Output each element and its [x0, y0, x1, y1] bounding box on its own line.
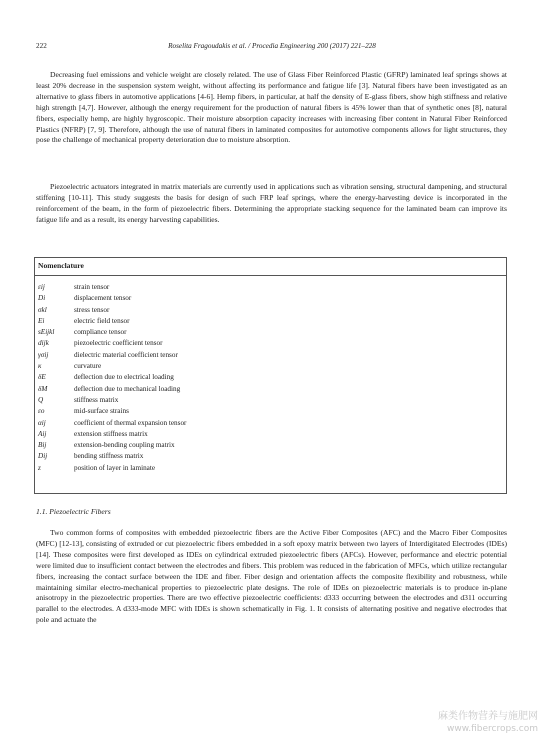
- nomenclature-item: [38, 282, 503, 293]
- page-number: 222: [36, 42, 47, 50]
- watermark-line-1: 麻类作物营养与施肥网: [438, 711, 538, 722]
- nomenclature-item: [38, 293, 503, 304]
- nomenclature-item: [38, 451, 503, 462]
- nomenclature-symbol: z: [38, 463, 41, 472]
- nomenclature-item: [38, 406, 503, 417]
- nomenclature-definition: coefficient of thermal expansion tensor: [74, 418, 187, 427]
- paragraph-text: Decreasing fuel emissions and vehicle weight are closely related. The use of Glass Fiber Reinforced Plastic (GFRP) laminated leaf springs shows at least 20% decrease in the suspension system weight, without affecting its performance and fatigue life [3]. Natural fibers have been investigated as an alternative to glass fibers in automotive applications [4-6]. Hemp fibers, in particular, at half the density of E-glass fibers, show high stiffness and relative high strength [4,7]. However, although the energy requirement for the production of natural fibers is 45% lower than that of synthetic ones [8], natural fibers, especially hemp, are highly hygroscopic. Their moisture absorption capacity increases with increasing fiber content in Natural Fiber Reinforced Plastics (NFRP) [7, 9]. Therefore, although the use of natural fibers in laminated composites for automotive components allows for light structures, they pose the challenge of mechanical property deterioration due to moisture absorption.: [36, 70, 507, 145]
- nomenclature-definition: deflection due to electrical loading: [74, 373, 174, 382]
- nomenclature-divider: [35, 275, 506, 276]
- nomenclature-symbol: Ei: [38, 316, 45, 325]
- nomenclature-item: [38, 361, 503, 372]
- nomenclature-definition: extension-bending coupling matrix: [74, 441, 175, 450]
- nomenclature-definition: stiffness matrix: [74, 395, 119, 404]
- nomenclature-item: [38, 372, 503, 383]
- nomenclature-item: [38, 395, 503, 406]
- nomenclature-definition: position of layer in laminate: [74, 463, 156, 472]
- nomenclature-symbol: σkl: [38, 305, 47, 314]
- nomenclature-item: [38, 440, 503, 451]
- site-watermark: [438, 711, 538, 735]
- nomenclature-item: [38, 463, 503, 474]
- nomenclature-symbol: dijk: [38, 339, 49, 348]
- nomenclature-symbol: Aij: [38, 429, 47, 438]
- nomenclature-symbol: Bij: [38, 441, 47, 450]
- nomenclature-definition: compliance tensor: [74, 328, 127, 337]
- nomenclature-list: [38, 282, 503, 474]
- nomenclature-symbol: αij: [38, 418, 46, 427]
- nomenclature-definition: electric field tensor: [74, 316, 130, 325]
- nomenclature-definition: extension stiffness matrix: [74, 429, 148, 438]
- nomenclature-definition: piezoelectric coefficient tensor: [74, 339, 163, 348]
- nomenclature-item: [38, 418, 503, 429]
- nomenclature-definition: mid-surface strains: [74, 407, 129, 416]
- paragraph-text: Two common forms of composites with embedded piezoelectric fibers are the Active Fiber Composites (AFC) and the Macro Fiber Composites (MFC) [12-13], consisting of extruded or cut piezoelectric fibers embedded in a soft epoxy matrix between two layers of Interdigitated Electrodes (IDEs) [14]. These composites were first developed as IDEs on cylindrical extruded piezoelectric fibers (AFCs). However, performance and electric potential were limited due to insufficient contact between the electrodes and fibers. This problem was reduced in the fabrication of MFCs, which utilize rectangular fibers, increasing the contact surface between the IDE and fiber. Fiber design and orientation affects the composite flexibility and robustness, while maintaining similar electro-mechanical properties to piezoelectric plate designs. The role of IDEs on piezoelectric materials is to produce in-plane anisotropy in the piezoelectric properties. There are two effective piezoelectric coefficients: d333 occurring between the electrodes and d311 occurring parallel to the electrodes. A d333-mode MFC with IDEs is shown schematically in Fig. 1. It consists of alternating positive and negative electrodes that pole and actuate the: [36, 528, 507, 625]
- nomenclature-definition: deflection due to mechanical loading: [74, 384, 181, 393]
- intro-paragraph-1: [36, 70, 507, 146]
- nomenclature-definition: stress tensor: [74, 305, 110, 314]
- nomenclature-item: [38, 338, 503, 349]
- nomenclature-symbol: δM: [38, 384, 48, 393]
- section-paragraph: [36, 528, 507, 626]
- watermark-line-2: www.fibercrops.com: [447, 724, 538, 734]
- nomenclature-symbol: εo: [38, 407, 45, 416]
- nomenclature-definition: dielectric material coefficient tensor: [74, 350, 178, 359]
- nomenclature-symbol: Dij: [38, 452, 48, 461]
- nomenclature-definition: bending stiffness matrix: [74, 452, 144, 461]
- section-heading: 1.1. Piezoelectric Fibers: [36, 507, 111, 516]
- nomenclature-definition: displacement tensor: [74, 294, 132, 303]
- nomenclature-item: [38, 327, 503, 338]
- nomenclature-item: [38, 305, 503, 316]
- nomenclature-item: [38, 429, 503, 440]
- intro-paragraph-2: [36, 182, 507, 226]
- nomenclature-item: [38, 316, 503, 327]
- nomenclature-symbol: δE: [38, 373, 46, 382]
- nomenclature-symbol: κ: [38, 362, 42, 371]
- nomenclature-symbol: εij: [38, 283, 45, 291]
- nomenclature-item: [38, 350, 503, 361]
- nomenclature-symbol: γσij: [38, 350, 49, 359]
- nomenclature-symbol: sEijkl: [38, 328, 55, 337]
- nomenclature-symbol: Q: [38, 395, 44, 404]
- nomenclature-item: [38, 384, 503, 395]
- nomenclature-definition: strain tensor: [74, 283, 110, 291]
- running-title: Roselita Fragoudakis et al. / Procedia Engineering 200 (2017) 221–228: [168, 42, 376, 50]
- nomenclature-symbol: Di: [38, 294, 46, 303]
- nomenclature-definition: curvature: [74, 362, 102, 371]
- nomenclature-title: Nomenclature: [38, 261, 84, 270]
- nomenclature-box: [34, 257, 507, 494]
- paragraph-text: Piezoelectric actuators integrated in matrix materials are currently used in applications such as vibration sensing, structural dampening, and structural stiffening [10-11]. This study suggests the basis for design of such FRP leaf springs, where the energy-harvesting device is incorporated in the reinforcement of the beam, in the form of piezoelectric fibers. Determining the appropriate stacking sequence for the laminated beam can improve its fatigue life and as a result, its energy harvesting capabilities.: [36, 182, 507, 224]
